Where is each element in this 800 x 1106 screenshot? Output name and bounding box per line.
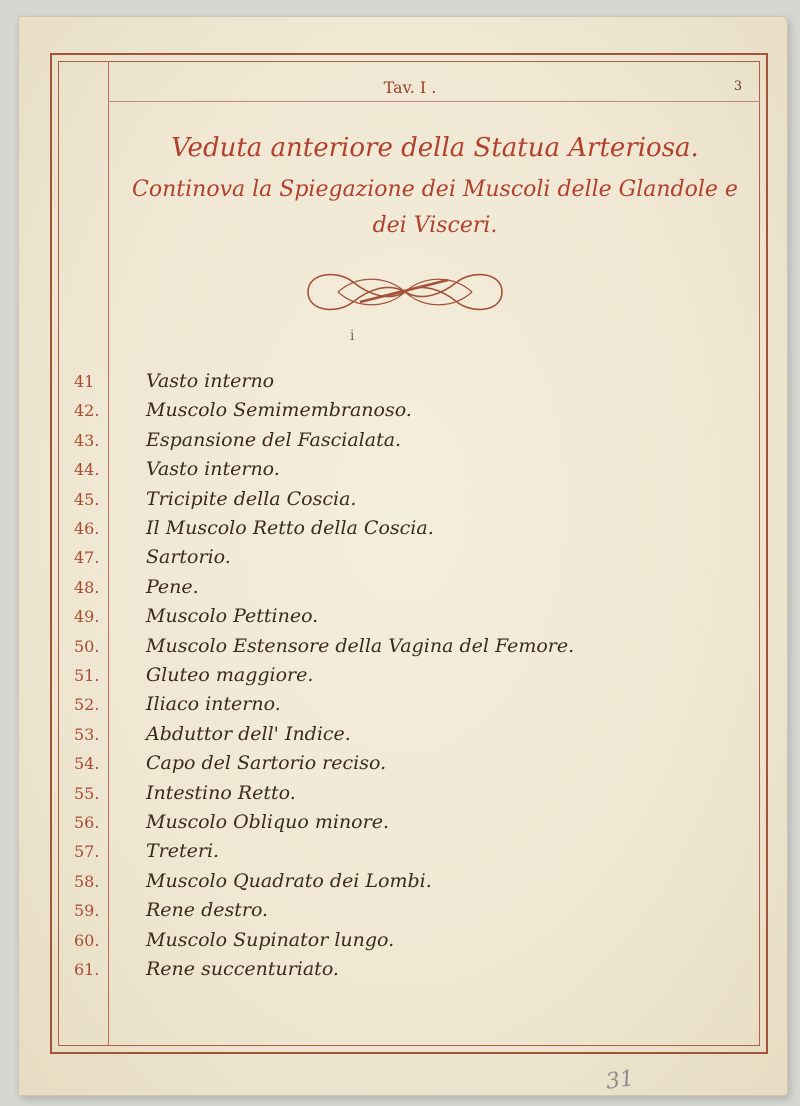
list-item <box>0 429 800 458</box>
item-text: Il Muscolo Retto della Coscia. <box>146 517 434 539</box>
item-number: 42. <box>74 401 100 421</box>
header-rule <box>108 101 760 102</box>
item-number: 54. <box>74 754 100 774</box>
item-text: Muscolo Semimembranoso. <box>146 399 412 422</box>
list-item <box>0 782 800 811</box>
page-number: 3 <box>733 79 743 94</box>
list-item <box>0 664 800 693</box>
item-text: Vasto interno. <box>146 458 280 481</box>
item-number: 43. <box>74 430 100 450</box>
item-number: 52. <box>74 695 100 715</box>
list-item <box>0 605 800 634</box>
item-number: 41 <box>74 372 95 391</box>
page-title <box>110 128 760 244</box>
list-item <box>0 576 800 605</box>
item-number: 58. <box>74 871 100 891</box>
item-text: Vasto interno <box>146 370 275 392</box>
item-number: 49. <box>74 607 100 627</box>
list-item <box>0 635 800 664</box>
item-number: 59. <box>74 901 100 921</box>
item-text: Muscolo Estensore della Vagina del Femore. <box>146 634 575 657</box>
list-item <box>0 929 800 958</box>
item-number: 60. <box>74 930 100 950</box>
item-number: 51. <box>74 666 100 685</box>
item-text: Muscolo Pettineo. <box>146 605 319 628</box>
item-text: Iliaco interno. <box>146 693 281 716</box>
item-number: 56. <box>74 813 100 832</box>
title-line-2: Continova la Spiegazione dei Muscoli delle Glandole e <box>132 177 738 202</box>
item-text: Muscolo Quadrato dei Lombi. <box>146 869 432 892</box>
item-text: Muscolo Supinator lungo. <box>146 928 395 951</box>
item-text: Gluteo maggiore. <box>146 664 314 686</box>
list-item <box>0 723 800 752</box>
item-text: Rene destro. <box>146 899 269 922</box>
item-number: 61. <box>74 960 100 979</box>
item-number: 50. <box>74 636 100 656</box>
faint-mark: i <box>350 328 355 344</box>
item-text: Muscolo Obliquo minore. <box>146 811 389 833</box>
calligraphic-flourish <box>298 262 512 322</box>
item-text: Espansione del Fascialata. <box>146 428 402 451</box>
item-number: 45. <box>74 489 100 509</box>
item-number: 57. <box>74 842 100 862</box>
list-item <box>0 399 800 428</box>
list-item <box>0 546 800 575</box>
plate-label: Tav. I . <box>383 78 437 97</box>
list-item <box>0 752 800 781</box>
list-item <box>0 958 800 987</box>
item-text: Treteri. <box>146 840 220 863</box>
list-item <box>0 370 800 399</box>
item-number: 55. <box>74 783 100 803</box>
list-item <box>0 899 800 928</box>
item-text: Pene. <box>146 575 199 598</box>
item-text: Rene succenturiato. <box>146 958 339 980</box>
pencil-annotation: 31 <box>604 1066 636 1095</box>
list-item <box>0 870 800 899</box>
title-line-3: dei Visceri. <box>372 213 498 238</box>
list-item <box>0 458 800 487</box>
list-item <box>0 693 800 722</box>
title-line-1: Veduta anteriore della Statua Arteriosa. <box>171 133 699 163</box>
item-number: 47. <box>74 548 100 568</box>
list-item <box>0 840 800 869</box>
item-text: Sartorio. <box>146 546 231 569</box>
item-number: 53. <box>74 724 100 744</box>
list-item <box>0 488 800 517</box>
item-text: Tricipite della Coscia. <box>146 487 357 510</box>
list-item <box>0 517 800 546</box>
item-number: 44. <box>74 460 100 480</box>
item-text: Intestino Retto. <box>146 781 296 804</box>
item-number: 46. <box>74 519 100 538</box>
item-number: 48. <box>74 577 100 597</box>
item-text: Abduttor dell' Indice. <box>146 722 351 745</box>
list-item <box>0 811 800 840</box>
item-text: Capo del Sartorio reciso. <box>146 752 387 775</box>
